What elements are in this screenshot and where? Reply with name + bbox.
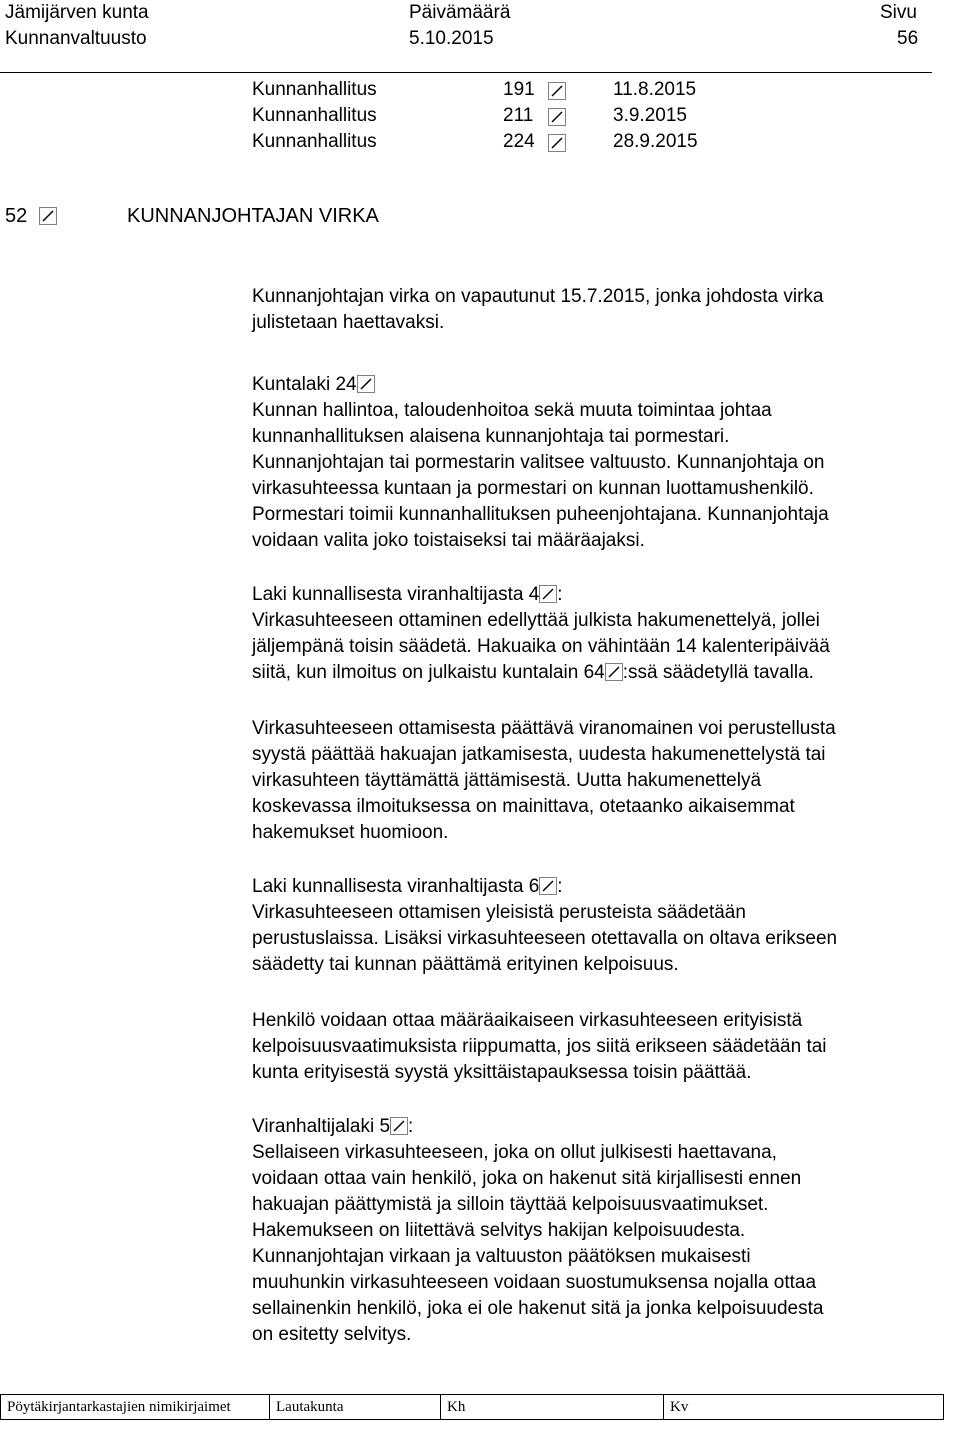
footer-cell-reviewers: Pöytäkirjantarkastajien nimikirjaimet	[1, 1395, 270, 1420]
text-line: Kunnanjohtajan virka on vapautunut 15.7.2015, jonka johdosta virka	[252, 286, 824, 307]
section-sign-icon	[548, 82, 566, 100]
text-line: kunta erityisestä syystä yksittäistapauksessa toisin päättää.	[252, 1062, 752, 1083]
text-line: Pormestari toimii kunnanhallituksen puheenjohtajana. Kunnanjohtaja	[252, 504, 829, 525]
section-sign-icon	[390, 1117, 408, 1135]
text-line: hakuajan päättymistä ja silloin täyttää kelpoisuusvaatimukset.	[252, 1194, 769, 1215]
law-reference: Laki kunnallisesta viranhaltijasta 4	[252, 584, 540, 605]
law-reference: Kuntalaki 24	[252, 374, 357, 395]
reference-date: 11.8.2015	[613, 79, 697, 100]
reference-number: 224	[503, 131, 535, 152]
text-line: Virkasuhteeseen ottamisesta päättävä viranomainen voi perustellusta	[252, 718, 836, 739]
header-date: 5.10.2015	[409, 28, 494, 49]
section-sign-icon	[548, 134, 566, 152]
reference-date: 28.9.2015	[613, 131, 698, 152]
header-page-label: Sivu	[880, 2, 917, 23]
text-line: siitä, kun ilmoitus on julkaistu kuntalain 64 :ssä säädetyllä tavalla.	[252, 662, 814, 683]
reference-date: 3.9.2015	[613, 105, 687, 126]
text-line: Kunnanjohtajan virkaan ja valtuuston päätöksen mukaisesti	[252, 1246, 751, 1267]
footer-signature-table	[0, 1394, 960, 1420]
paragraph-hakumenettely	[252, 716, 957, 846]
section-sign-icon	[539, 585, 557, 603]
reference-number: 211	[503, 105, 534, 126]
section-sign-icon	[39, 207, 57, 225]
text-line: Sellaiseen virkasuhteeseen, joka on ollut julkisesti haettavana,	[252, 1142, 777, 1163]
text-line: koskevassa ilmoituksessa on mainittava, otetaanko aikaisemmat	[252, 796, 795, 817]
text-line: syystä päättää hakuajan jatkamisesta, uudesta hakumenettelystä tai	[252, 744, 826, 765]
text-line: jäljempänä toisin säädetä. Hakuaika on vähintään 14 kalenteripäivää	[252, 636, 830, 657]
text-line: sellainenkin henkilö, joka ei ole hakenut sitä ja jonka kelpoisuudesta	[252, 1298, 824, 1319]
text-line: Henkilö voidaan ottaa määräaikaiseen virkasuhteeseen erityisistä	[252, 1010, 803, 1031]
text-line: hakemukset huomioon.	[252, 822, 449, 843]
reference-body: Kunnanhallitus	[252, 79, 377, 100]
text-line: julistetaan haettavaksi.	[252, 312, 445, 333]
header-rule	[0, 72, 932, 73]
section-sign-icon	[605, 663, 623, 681]
text-line: Laki kunnallisesta viranhaltijasta 4 :	[252, 584, 563, 605]
text-line: Kunnan hallintoa, taloudenhoitoa sekä muuta toimintaa johtaa	[252, 400, 772, 421]
text-line: perustuslaissa. Lisäksi virkasuhteeseen otettavalla on oltava erikseen	[252, 928, 838, 949]
section-sign-icon	[548, 108, 566, 126]
paragraph-viranhaltijalaki-5	[252, 1114, 957, 1348]
header-org: Jämijärven kunta	[5, 2, 149, 23]
paragraph-maaraaikainen	[252, 1008, 957, 1086]
header-date-label: Päivämäärä	[409, 2, 511, 23]
text-line: Virkasuhteeseen ottamisen yleisistä perusteista säädetään	[252, 902, 746, 923]
paragraph-vacancy	[252, 284, 957, 336]
section-sign-icon	[539, 877, 557, 895]
section-title: KUNNANJOHTAJAN VIRKA	[127, 205, 379, 227]
text-line: on esitetty selvitys.	[252, 1324, 412, 1345]
paragraph-viranhaltijalaki-4	[252, 582, 957, 686]
header-body: Kunnanvaltuusto	[5, 28, 147, 49]
text-line: Hakemukseen on liitettävä selvitys hakijan kelpoisuudesta.	[252, 1220, 746, 1241]
text-line: säädetty tai kunnan päättämä erityinen kelpoisuus.	[252, 954, 679, 975]
text-line	[252, 372, 957, 398]
text-line: Laki kunnallisesta viranhaltijasta 6 :	[252, 876, 563, 897]
law-reference: Viranhaltijalaki 5	[252, 1116, 391, 1137]
text-line: muuhunkin virkasuhteeseen voidaan suostumuksensa nojalla ottaa	[252, 1272, 817, 1293]
section-heading	[5, 205, 379, 228]
text-line: voidaan valita joko toistaiseksi tai määräajaksi.	[252, 530, 645, 551]
text-line: voidaan ottaa vain henkilö, joka on hakenut sitä kirjallisesti ennen	[252, 1168, 802, 1189]
text-line: kunnanhallituksen alaisena kunnanjohtaja tai pormestari.	[252, 426, 730, 447]
text-line: Virkasuhteeseen ottaminen edellyttää julkista hakumenettelyä, jollei	[252, 610, 820, 631]
text-line: Kunnanjohtajan tai pormestarin valitsee valtuusto. Kunnanjohtaja on	[252, 452, 825, 473]
footer-cell-board: Lautakunta	[270, 1395, 441, 1420]
text-line: kelpoisuusvaatimuksista riippumatta, jos siitä erikseen säädetään tai	[252, 1036, 827, 1057]
section-number: 52	[5, 205, 28, 227]
paragraph-viranhaltijalaki-6	[252, 874, 957, 978]
reference-number: 191	[503, 79, 535, 100]
text-line: virkasuhteen täyttämättä jättämisestä. Uutta hakumenettelyä	[252, 770, 762, 791]
law-reference: Laki kunnallisesta viranhaltijasta 6	[252, 876, 540, 897]
paragraph-kuntalaki	[252, 372, 957, 554]
section-sign-icon	[357, 375, 375, 393]
reference-body: Kunnanhallitus	[252, 105, 377, 126]
footer-cell-kh: Kh	[441, 1395, 664, 1420]
text-line: Viranhaltijalaki 5 :	[252, 1116, 414, 1137]
reference-body: Kunnanhallitus	[252, 131, 377, 152]
header-page-number: 56	[897, 28, 919, 49]
footer-cell-kv: Kv	[664, 1395, 944, 1420]
text-line: virkasuhteessa kuntaan ja pormestari on kunnan luottamushenkilö.	[252, 478, 814, 499]
